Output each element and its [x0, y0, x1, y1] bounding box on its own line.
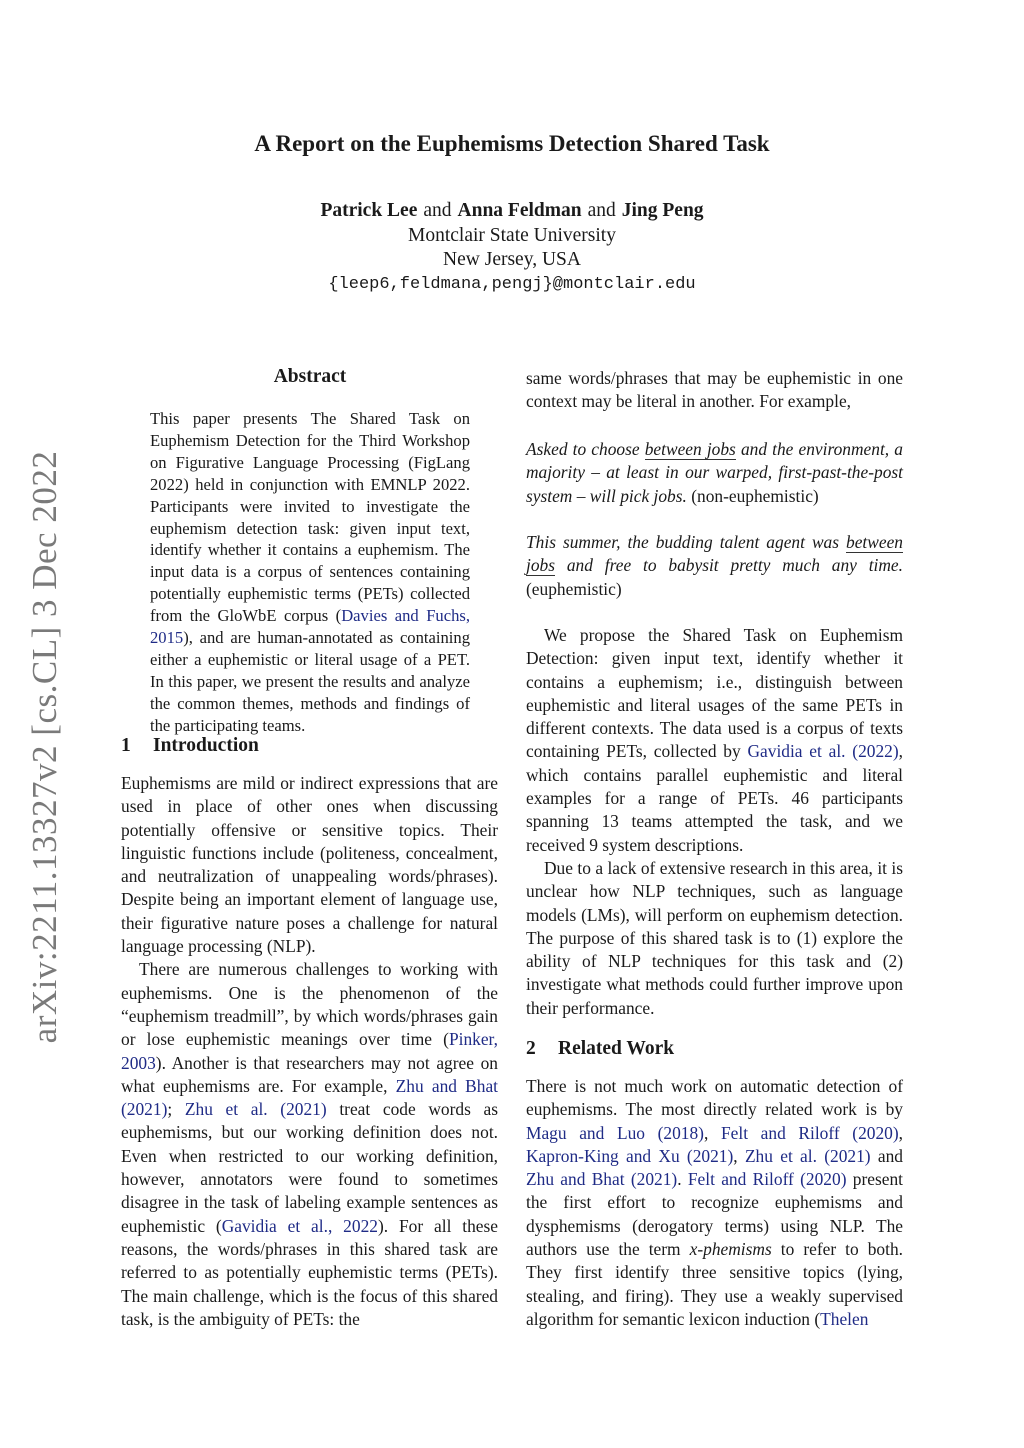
text: Asked to choose — [526, 439, 645, 459]
citation-link[interactable]: Zhu and Bhat (2021) — [526, 1169, 678, 1190]
text: There is not much work on automatic detection of euphemisms. The most directly related work is by — [526, 1076, 903, 1120]
arxiv-identifier: arXiv:2211.13327v2 [cs.CL] 3 Dec 2022 — [25, 450, 64, 1044]
text: and the environment, a majority – at least in our warped, first-past-the-post system – will pick jobs. — [526, 439, 903, 506]
author-name: Jing Peng — [621, 200, 704, 221]
text: , which contains parallel euphemistic and literal examples for a range of PETs. 46 participants spanning 13 teams attempted the task, and we received 9 system descriptions. — [526, 741, 903, 855]
author-conj: and — [587, 200, 616, 221]
abstract-text: ), and are human-annotated as containing either a euphemistic or literal usage of a PET. In this paper, we present the results and analyze the common themes, methods and findings of the participating teams. — [150, 628, 470, 735]
paragraph — [526, 624, 903, 857]
paragraph — [121, 958, 498, 1331]
pet-underlined: between jobs — [644, 439, 736, 459]
paper-title: A Report on the Euphemisms Detection Shared Task — [254, 131, 770, 156]
citation-link[interactable]: Felt and Riloff (2020) — [720, 1122, 899, 1143]
section-heading-related-work — [526, 1038, 674, 1060]
text: and free to babysit pretty much any time. — [555, 555, 903, 576]
text: We propose the Shared Task on Euphemism Detection: given input text, identify whether it contains a euphemism; i.e., distinguish between euphemistic and literal usages of the same PETs in different contexts. The data used is a corpus of texts containing PETs, collected by — [526, 625, 903, 762]
location: New Jersey, USA — [443, 249, 581, 270]
citation-link[interactable]: Zhu et al. (2021) — [184, 1099, 327, 1120]
section-title: Introduction — [153, 735, 259, 756]
affiliation: Montclair State University — [408, 224, 616, 246]
paragraph: same words/phrases that may be euphemistic in one context may be literal in another. For example, — [526, 368, 903, 412]
text: , — [898, 1122, 904, 1143]
text: ). Another is that researchers may not agree on what euphemisms are. For example, — [121, 1052, 498, 1096]
section-number: 2 — [526, 1038, 536, 1059]
right-column-body — [526, 624, 903, 1020]
example-label: (non-euphemistic) — [686, 485, 819, 506]
section-number: 1 — [121, 735, 131, 756]
paragraph: Due to a lack of extensive research in this area, it is unclear how NLP techniques, such as language models (LMs), will perform on euphemism detection. The purpose of this shared task is to (1) explore the ability of NLP techniques for this task and (2) investigate what methods could further improve upon their performance. — [526, 857, 903, 1018]
citation-link[interactable]: Thelen — [820, 1308, 869, 1329]
author-block — [0, 199, 1024, 297]
author-names — [0, 199, 1024, 224]
abstract-text: This paper presents The Shared Task on Euphemism Detection for the Third Workshop on Figurative Language Processing (FigLang 2022) held in conjunction with EMNLP 2022. Participants were invited to investigate the euphemism detection task: given input text, identify whether it contains a euphemism. The input data is a corpus of sentences containing potentially euphemistic terms (PETs) collected from the GloWbE corpus ( — [150, 409, 470, 626]
citation-link[interactable]: Felt and Riloff (2020) — [687, 1169, 847, 1190]
paragraph — [526, 1075, 903, 1331]
abstract-body — [150, 408, 470, 737]
text: ; — [167, 1099, 185, 1120]
text: , — [703, 1122, 721, 1143]
text: present the first effort to recognize euphemisms and dysphemisms (derogatory terms) using NLP. The authors use the term — [526, 1169, 904, 1260]
citation-link[interactable]: Zhu and Bhat (2021) — [121, 1075, 498, 1120]
text: There are numerous challenges to working with euphemisms. One is the phenomenon of the “euphemism treadmill”, by which words/phrases gain or lose euphemistic meanings over time ( — [121, 959, 498, 1050]
citation-link[interactable]: Kapron-King and Xu (2021) — [526, 1145, 734, 1166]
text: and — [870, 1145, 903, 1166]
citation-link[interactable]: Davies and Fuchs, 2015 — [150, 606, 470, 648]
citation-link[interactable]: Pinker, 2003 — [121, 1029, 498, 1073]
example-label: (euphemistic) — [526, 578, 622, 599]
citation-link[interactable]: Gavidia et al. (2022) — [747, 741, 899, 762]
author-email: {leep6,feldmana,pengj}@montclair.edu — [328, 274, 696, 294]
right-column-continuation — [526, 367, 903, 414]
section-title: Related Work — [558, 1038, 675, 1059]
author-conj: and — [423, 200, 452, 221]
text: . — [677, 1169, 688, 1190]
related-work-body — [526, 1075, 903, 1331]
citation-link[interactable]: Gavidia et al., 2022 — [221, 1215, 378, 1236]
text: This summer, the budding talent agent was — [526, 532, 847, 552]
text: to refer to both. They first identify three sensitive topics (lying, stealing, and firing). They use a weakly supervised algorithm for semantic lexicon induction ( — [526, 1239, 903, 1329]
text: ). For all these reasons, the words/phrases in this shared task are referred to as potentially euphemistic terms (PETs). The main challenge, which is the focus of this shared task, is the ambiguity of PETs: the — [121, 1215, 499, 1329]
abstract-heading: Abstract — [273, 366, 347, 387]
section-heading-introduction — [121, 735, 259, 757]
author-name: Anna Feldman — [457, 200, 582, 221]
pet-underlined: between jobs — [526, 532, 903, 576]
citation-link[interactable]: Zhu et al. (2021) — [744, 1145, 871, 1166]
text: treat code words as euphemisms, but our working definition does not. Even when restricted to our working definition, however, annotators were found to sometimes disagree in the task of labeling example sentences as euphemistic ( — [121, 1099, 499, 1236]
example-euphemistic — [526, 531, 903, 601]
arxiv-sidebar — [20, 450, 70, 1044]
citation-link[interactable]: Magu and Luo (2018) — [526, 1122, 704, 1143]
example-non-euphemistic — [526, 438, 903, 508]
term-italic: x-phemisms — [689, 1239, 772, 1260]
left-column — [121, 772, 498, 1331]
author-name: Patrick Lee — [320, 200, 418, 221]
paragraph: Euphemisms are mild or indirect expressions that are used in place of other ones when discussing potentially offensive or sensitive topics. Their linguistic functions include (politeness, concealment, and neutralization of unappealing words/phrases). Despite being an important element of language use, their figurative nature poses a challenge for natural language processing (NLP). — [121, 773, 498, 957]
text: , — [733, 1145, 745, 1166]
